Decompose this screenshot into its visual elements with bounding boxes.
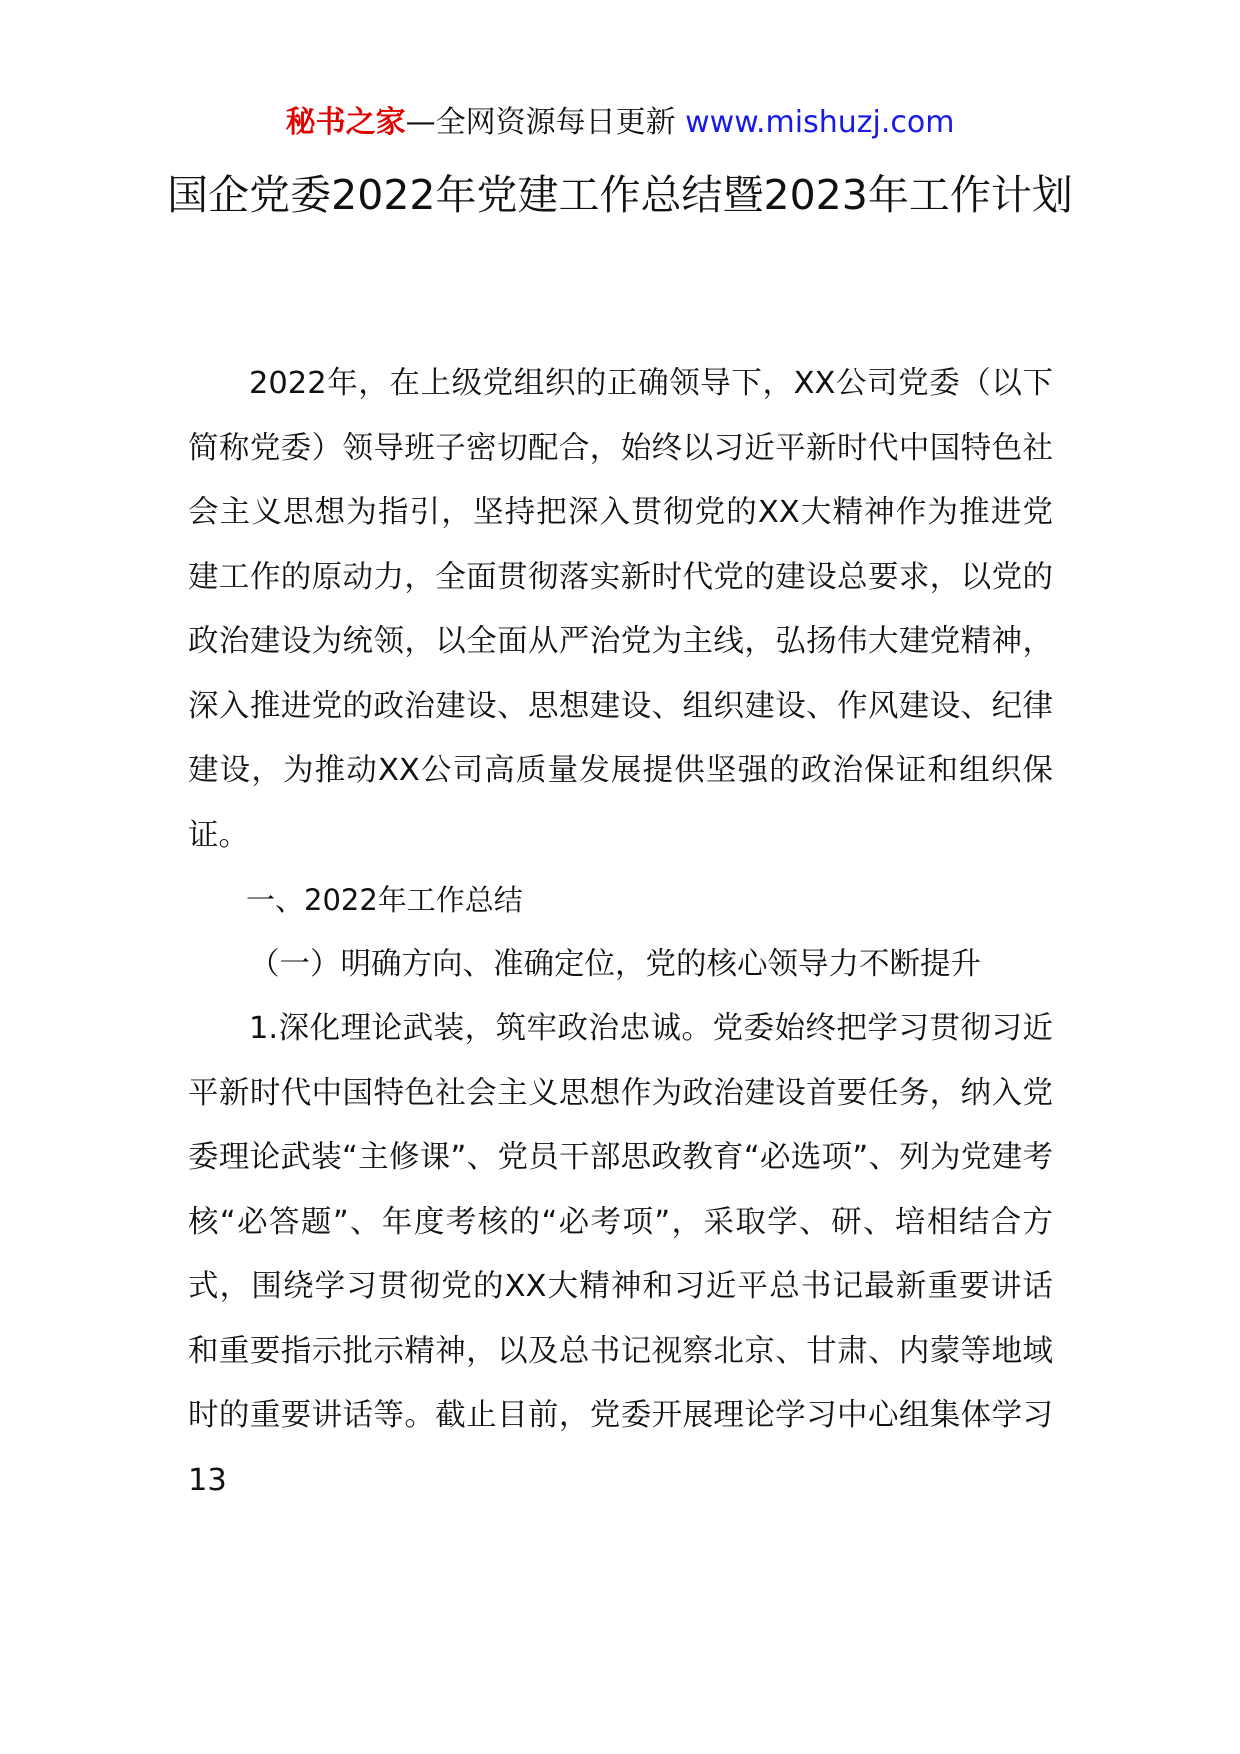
site-header [0,98,1240,148]
body-paragraph: 1.深化理论武装，筑牢政治忠诚。党委始终把学习贯彻习近平新时代中国特色社会主义思想作为政治建设首要任务，纳入党委理论武装“主修课”、党员干部思政教育“必选项”、列为党建考核“必答题”、年度考核的“必考项”，采取学、研、培相结合方式，围绕学习贯彻党的XX大精神和习近平总书记最新重要讲话和重要指示批示精神，以及总书记视察北京、甘肃、内蒙等地域时的重要讲话等。截止目前，党委开展理论学习中心组集体学习13 [188,1011,1053,1498]
document-title: 国企党委2022年党建工作总结暨2023年工作计划 [167,171,1073,219]
brand-name: 秘书之家 [285,105,406,140]
intro-paragraph: 2022年，在上级党组织的正确领导下，XX公司党委（以下简称党委）领导班子密切配合，始终以习近平新时代中国特色社会主义思想为指引，坚持把深入贯彻党的XX大精神作为推进党建工作的原动力，全面贯彻落实新时代党的建设总要求，以党的政治建设为统领，以全面从严治党为主线，弘扬伟大建党精神，深入推进党的政治建设、思想建设、组织建设、作风建设、纪律建设，为推动XX公司高质量发展提供坚强的政治保证和组织保证。 [188,366,1053,853]
website-link[interactable]: www.mishuzj.com [685,105,955,140]
subsection-heading: （一）明确方向、准确定位，党的核心领导力不断提升 [249,946,981,982]
document-body [188,352,1053,1513]
section-heading: 一、2022年工作总结 [246,883,523,917]
header-slogan: —全网资源每日更新 [405,105,676,140]
